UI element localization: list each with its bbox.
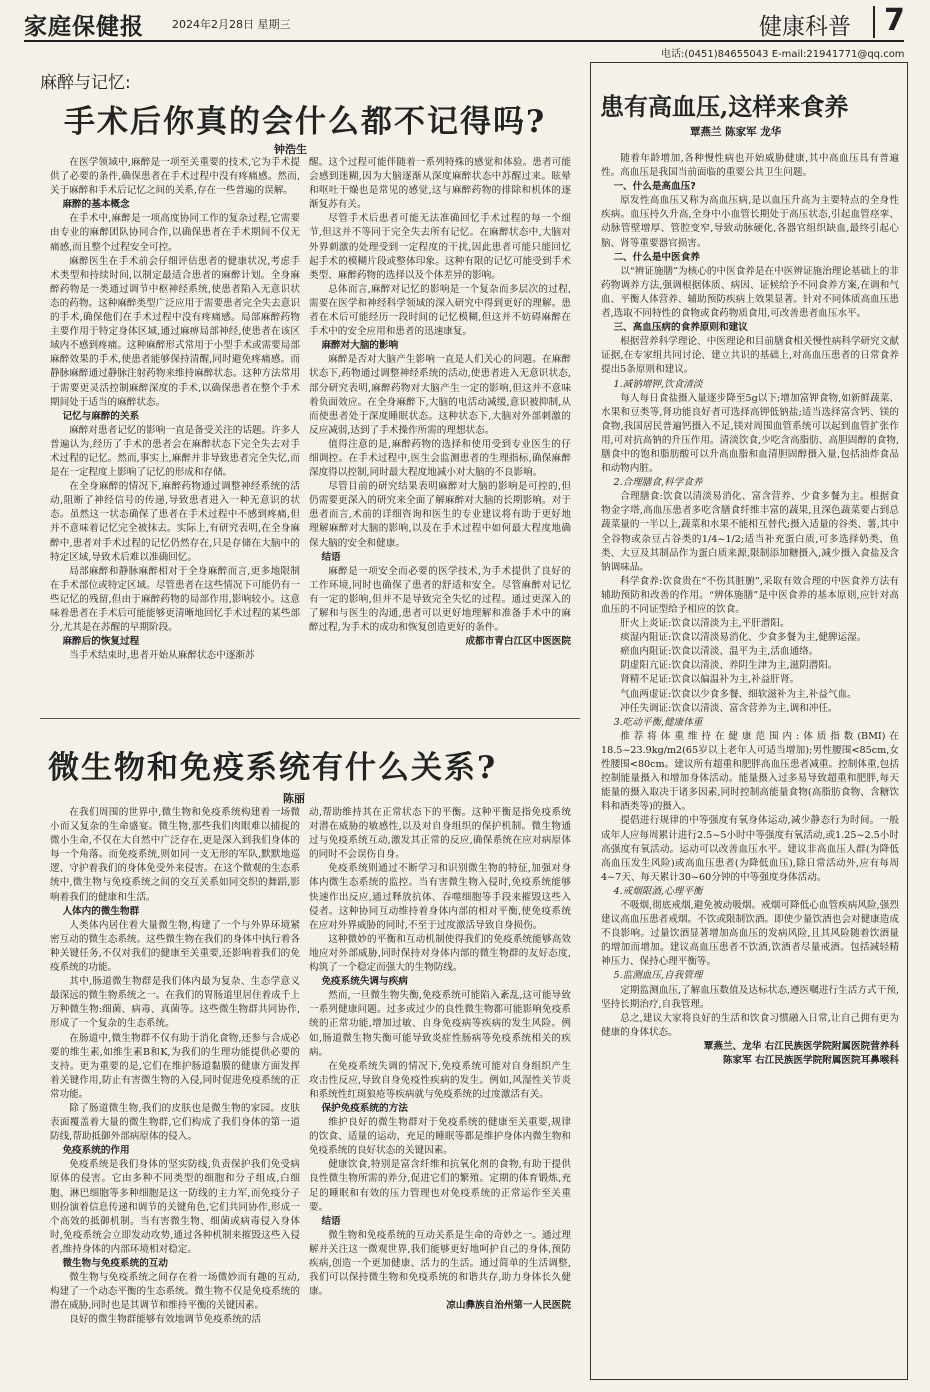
section-heading: 结语 xyxy=(321,551,341,563)
paragraph: 健康饮食,特别是富含纤维和抗氧化剂的食物,有助于提供良性微生物所需的养分,促进它们的繁殖。定期的体育锻炼,充足的睡眠和有效的压力管理也对免疫系统的正常运作至关重要。 xyxy=(309,1159,571,1213)
article3-authors: 覃燕兰 陈家军 龙华 xyxy=(690,126,782,138)
paragraph: 在免疫系统失调的情况下,免疫系统可能对自身组织产生攻击性反应,导致自身免疫性疾病的发生。例如,风湿性关节炎和系统性红斑狼疮等疾病就与免疫系统的过度激活有关。 xyxy=(309,1060,571,1100)
section-title: 健康科普 xyxy=(759,14,851,40)
article1-title: 手术后你真的会什么都不记得吗? xyxy=(64,104,547,140)
article3-title: 患有高血压,这样来食养 xyxy=(600,92,849,121)
paragraph: 其中,肠道微生物群是我们体内最为复杂、生态学意义最深远的微生物系统之一。在我们的胃肠道里居住着成千上万种微生物:细菌、病毒、真菌等。这些微生物群共同协作,形成了一个复杂的生态系统。 xyxy=(50,976,300,1030)
paragraph: 尽管手术后患者可能无法准确回忆手术过程的每一个细节,但这并不等同于完全失去所有记忆。在麻醉状态中,大脑对外界刺激的处理受到一定程度的干扰,因此患者可能只能回忆起手术的模糊片段或整体印象。这种有限的记忆可能受到手术类型、麻醉药物的选择以及个体差异的影响。 xyxy=(309,213,571,281)
paragraph: 麻醉是一项安全而必要的医学技术,为手术提供了良好的工作环境,同时也确保了患者的舒适和安全。尽管麻醉对记忆有一定的影响,但并不是导致完全失忆的过程。通过更深入的了解和与医生的沟通,患者可以更好地理解和准备手术中的麻醉过程,为手术的成功和恢复创造更好的条件。 xyxy=(309,565,571,634)
subsection-heading: 5.监测血压,自我管理 xyxy=(613,970,703,982)
section-heading: 二、什么是中医食养 xyxy=(613,251,700,263)
paragraph: 气血两虚证:饮食以少食多餐、细软滋补为主,补益气血。 xyxy=(620,688,857,700)
article2-column-left xyxy=(50,806,300,1327)
section-heading: 麻醉对大脑的影响 xyxy=(321,340,399,352)
section-heading: 一、什么是高血压? xyxy=(613,181,696,193)
section-heading: 免疫系统失调与疾病 xyxy=(321,976,408,988)
paragraph: 醒。这个过程可能伴随着一系列特殊的感觉和体验。患者可能会感到迷糊,因为大脑逐渐从深度麻醉状态中苏醒过来。眩晕和呕吐干燥也是常见的感觉,这与麻醉药物的排除和机体的逐渐复苏有关。 xyxy=(309,157,571,211)
institution-credit: 成都市青白江区中医医院 xyxy=(465,636,571,648)
paragraph: 当手术结束时,患者开始从麻醉状态中逐渐苏 xyxy=(69,650,255,662)
page-number: 7 xyxy=(884,3,905,38)
paragraph: 每人每日食盐摄入量逐步降至5g以下;增加富钾食物,如新鲜蔬菜、水果和豆类等,肾功能良好者可选择高钾低钠盐;适当选择富含钙、镁的食物,我国居民普遍钙摄入不足,镁对周围血管系统可以起到血管扩张作用,可对抗高钠的升压作用。清淡饮食,少吃含高脂肪、高胆固醇的食物,膳食中的饱和脂肪酸可以升高血脂和血清胆固醇摄入量,包括油炸食品和动物内脏。 xyxy=(601,392,899,475)
paragraph: 冲任失调证:饮食以清淡、富含营养为主,调和冲任。 xyxy=(620,702,838,714)
paragraph: 肝火上炎证:饮食以清淡为主,平肝潜阳。 xyxy=(620,618,790,630)
paragraph: 在全身麻醉的情况下,麻醉药物通过调整神经系统的活动,阻断了神经信号的传递,导致患者进入一种无意识的状态。虽然这一状态确保了患者在手术过程中不感到疼痛,但并不意味着记忆完全被抹去。实际上,有研究表明,在全身麻醉中,患者对手术过程的记忆仍然存在,只是存储在大脑中的特定区域,导致术后难以准确回忆。 xyxy=(50,481,300,563)
contact-info: 电话:(0451)84655043 E-mail:21941771@qq.com xyxy=(661,49,905,60)
paragraph: 良好的微生物群能够有效地调节免疫系统的活 xyxy=(69,1314,262,1326)
paragraph: 然而,一旦微生物失衡,免疫系统可能陷入紊乱,这可能导致一系列健康问题。过多或过少的良性微生物都可能影响免疫系统的正常功能,增加过敏、自身免疫病等疾病的发生风险。例如,肠道微生物失衡可能导致炎症性肠病等免疫系统相关的疾病。 xyxy=(309,990,571,1058)
section-heading: 记忆与麻醉的关系 xyxy=(62,410,140,422)
article2-author: 陈丽 xyxy=(283,792,305,805)
paragraph: 总体而言,麻醉对记忆的影响是一个复杂而多层次的过程,需要在医学和神经科学领域的深入研究中得到更好的理解。患者在术后可能经历一段时间的记忆模糊,但这并不妨碍麻醉在手术中的安全应用和患者的迅速康复。 xyxy=(309,283,571,338)
institution-credit: 陈家军 右江民族医学院附属医院耳鼻喉科 xyxy=(722,1055,899,1066)
paragraph: 在手术中,麻醉是一项高度协同工作的复杂过程,它需要由专业的麻醉团队协同合作,以确保患者在手术期间不仅无痛感,而且整个过程安全可控。 xyxy=(50,213,300,253)
paragraph: 肾精不足证:饮食以偏温补为主,补益肝肾。 xyxy=(620,674,800,686)
paragraph: 在我们周围的世界中,微生物和免疫系统构建着一场微小而又复杂的生命盛宴。微生物,那些我们肉眼难以捕捉的微小生命,不仅在大自然中广泛存在,更是深入到我们身体的每一个角落。而免疫系统,则如同一支无形的军队,默默地巡逻、守护着我们的身体免受外来侵害。在这个微观的生态系统中,微生物与免疫系统之间的交互关系如同交织的舞蹈,影响着我们的健康和生活。 xyxy=(50,807,300,903)
paragraph: 这种微妙的平衡和互动机制使得我们的免疫系统能够高效地应对外部威胁,同时保持对身体内部的微生物群的友好态度,构筑了一个稳定而强大的生物防线。 xyxy=(309,933,571,974)
paragraph: 不吸烟,彻底戒烟,避免被动吸烟。戒烟可降低心血管疾病风险,强烈建议高血压患者戒烟。不饮或限制饮酒。即使少量饮酒也会对健康造成不良影响。过量饮酒显著增加高血压的发病风险,且其风险随着饮酒量的增加而增加。建议高血压患者不饮酒,饮酒者尽量戒酒。包括减轻精神压力、保持心理平衡等。 xyxy=(601,899,899,968)
header-divider xyxy=(873,6,875,38)
section-heading: 人体内的微生物群 xyxy=(62,905,140,917)
article3-body xyxy=(601,152,899,1068)
paragraph: 人类体内居住着大量微生物,构建了一个与外界环境紧密互动的微生态系统。这些微生物在我们的身体中执行着各种关键任务,不仅对我们的健康至关重要,还影响着我们的免疫系统的功能。 xyxy=(50,919,300,974)
paragraph: 微生物与免疫系统之间存在着一场微妙而有趣的互动,构建了一个动态平衡的生态系统。微生物不仅是免疫系统的潜在威胁,同时也是其调节和维持平衡的关键因素。 xyxy=(50,1272,300,1312)
paragraph: 值得注意的是,麻醉药物的选择和使用受到专业医生的仔细调控。在手术过程中,医生会监测患者的生理指标,确保麻醉深度得以控制,同时最大程度地减小对大脑的不良影响。 xyxy=(309,438,571,479)
paragraph: 根据营养科学理论、中医理论和目前膳食相关慢性病科学研究文献证据,在专家组共同讨论、建立共识的基础上,对高血压患者的日常食养提出5条原则和建议。 xyxy=(601,336,899,376)
paragraph: 尽管目前的研究结果表明麻醉对大脑的影响是可控的,但仍需要更深入的研究来全面了解麻醉对大脑的长期影响。对于患者而言,术前的详细咨询和医生的专业建议将有助于更好地理解麻醉对大脑的影响,以及在手术过程中如何最大程度地确保大脑的安全和健康。 xyxy=(309,481,571,549)
institution-credit: 覃燕兰、龙华 右江民族医学院附属医院营养科 xyxy=(703,1040,899,1052)
section-heading: 免疫系统的作用 xyxy=(62,1145,130,1157)
section-heading: 微生物与免疫系统的互动 xyxy=(62,1258,168,1269)
article1-kicker: 麻醉与记忆: xyxy=(40,73,131,93)
article1-column-right xyxy=(309,156,571,649)
section-heading: 结语 xyxy=(321,1215,341,1227)
paragraph: 微生物和免疫系统的互动关系是生命的奇妙之一。通过理解并关注这一微观世界,我们能够更好地呵护自己的身体,预防疾病,创造一个更加健康、活力的生活。通过简单的生活调整,我们可以保持微生物和免疫系统的和谐共存,助力身体长久健康。 xyxy=(309,1229,571,1298)
paragraph: 在医学领域中,麻醉是一项至关重要的技术,它为手术提供了必要的条件,确保患者在手术过程中没有疼痛感。然而,关于麻醉和手术后记忆之间的关系,存在一些普遍的误解。 xyxy=(50,157,300,197)
paragraph: 免疫系统则通过不断学习和识别微生物的特征,加强对身体内微生态系统的监控。当有害微生物入侵时,免疫系统能够快速作出反应,通过释放抗体、吞噬细胞等手段来摧毁这些入侵者。这种协同互动维持着身体内部的相对平衡,使免疫系统在应对外界威胁的同时,不至于过度激活导致自身损伤。 xyxy=(309,863,571,931)
paragraph: 麻醉是否对大脑产生影响一直是人们关心的问题。在麻醉状态下,药物通过调整神经系统的活动,使患者进入无意识状态,部分研究表明,麻醉药物对大脑产生一定的影响,但这并不意味着负面效应。在全身麻醉下,大脑的电活动减缓,意识被抑制,从而使患者处于深度睡眠状态。这种状态下,大脑对外部刺激的反应减弱,达到了手术操作所需的理想状态。 xyxy=(309,354,571,436)
paragraph: 定期监测血压,了解血压数值及达标状态,遵医嘱进行生活方式干预,坚持长期治疗,自我管理。 xyxy=(601,984,899,1010)
subsection-heading: 3.吃动平衡,健康体重 xyxy=(613,716,703,728)
section-heading: 麻醉后的恢复过程 xyxy=(62,636,140,648)
paragraph: 免疫系统是我们身体的坚实防线,负责保护我们免受病原体的侵害。它由多种不同类型的细胞和分子组成,白细胞、淋巴细胞等多种细胞是这一防线的主力军,而免疫分子则扮演着信息传递和调节的关键角色,它们共同协作,形成一个高效的抵御机制。当有害微生物、细菌或病毒侵入身体时,免疫系统会立即发动攻势,通过各种机制来摧毁这些入侵者,维持身体的内部环境相对稳定。 xyxy=(50,1159,300,1255)
paragraph: 痰湿内阻证:饮食以清淡易消化、少食多餐为主,健脾运湿。 xyxy=(620,632,867,644)
page-header xyxy=(24,4,904,38)
subsection-heading: 2.合理膳食,科学食养 xyxy=(613,477,703,489)
section-heading: 保护免疫系统的方法 xyxy=(321,1102,408,1114)
article1-column-left xyxy=(50,156,300,663)
subsection-heading: 4.戒烟限酒,心理平衡 xyxy=(613,885,703,897)
issue-date: 2024年2月28日 星期三 xyxy=(172,18,291,31)
paragraph: 除了肠道微生物,我们的皮肤也是微生物的家园。皮肤表面覆盖着大量的微生物群,它们构成了我们身体的第一道防线,帮助抵御外部病原体的侵入。 xyxy=(50,1102,300,1143)
header-rule xyxy=(24,40,904,42)
paragraph: 在肠道中,微生物群不仅有助于消化食物,还参与合成必要的维生素,如维生素B和K,为我们的生理功能提供必要的支持。更为重要的是,它们在维护肠道黏膜的健康方面发挥着关键作用,防止有害微生物的入侵,同时促进免疫系统的正常功能。 xyxy=(50,1032,300,1100)
paragraph: 麻醉对患者记忆的影响一直是备受关注的话题。许多人普遍认为,经历了手术的患者会在麻醉状态下完全失去对手术过程的记忆。然而,事实上,麻醉并非导致患者完全失忆,而是在一定程度上影响了记忆的形成和存储。 xyxy=(50,424,300,479)
paragraph: 阴虚阳亢证:饮食以清淡、养阴生津为主,滋阴潜阳。 xyxy=(620,660,838,672)
section-heading: 三、高血压病的食养原则和建议 xyxy=(613,322,748,334)
paragraph: 原发性高血压又称为高血压病,是以血压升高为主要特点的全身性疾病。血压持久升高,全身中小血管长期处于高压状态,引起血管痉挛、动脉管壁增厚、管腔变窄,导致动脉硬化,各器官组织缺血,最终引起心脑、肾等重要器官损害。 xyxy=(601,195,899,249)
section-heading: 麻醉的基本概念 xyxy=(62,199,130,211)
paragraph: 麻醉医生在手术前会仔细评估患者的健康状况,考虑手术类型和持续时间,以制定最适合患者的麻醉计划。全身麻醉药物是一类通过调节中枢神经系统,使患者陷入无意识状态的药物。这种麻醉类型广泛应用于需要患者完全失去意识的手术,确保他们在手术过程中没有疼痛感。局部麻醉药物主要作用于特定身体区域,通过麻痹局部神经,使患者在该区域内不感到疼痛。这种麻醉形式常用于小型手术或需要局部麻醉效果的手术,使患者能够保持清醒,同时避免疼痛感。而静脉麻醉通过静脉注射药物来维持麻醉状态。这种方法常用于需要更灵活控制麻醉深度的手术,以确保患者在整个手术期间处于适当的麻醉状态。 xyxy=(50,255,300,408)
article2-column-right xyxy=(309,806,571,1313)
paragraph: 维护良好的微生物群对于免疫系统的健康至关重要,规律的饮食、适量的运动、充足的睡眠等都是维护身体内微生物和免疫系统的良好状态的关键因素。 xyxy=(309,1117,571,1157)
paragraph: 科学食养:饮食贵在“不伤其脏腑”,采取有效合理的中医食养方法有辅助预防和改善的作用。“辨体施膳”是中医食养的基本原则,应针对高血压的不同证型给予相应的饮食。 xyxy=(601,575,899,615)
article-separator xyxy=(40,718,580,719)
masthead: 家庭保健报 xyxy=(24,14,144,40)
subsection-heading: 1.减钠增钾,饮食清淡 xyxy=(613,378,703,390)
paragraph: 动,帮助维持其在正常状态下的平衡。这种平衡是指免疫系统对潜在威胁的敏感性,以及对自身组织的保护机制。微生物通过与免疫系统互动,激发其正常的反应,确保系统在应对病原体的同时不会误伤自身。 xyxy=(309,807,571,861)
paragraph: 瘀血内阻证:饮食以清淡、温平为主,活血通络。 xyxy=(620,646,819,658)
institution-credit: 凉山彝族自治州第一人民医院 xyxy=(446,1300,571,1312)
paragraph: 局部麻醉和静脉麻醉相对于全身麻醉而言,更多地限制在手术部位或特定区域。尽管患者在这些情况下可能仍有一些记忆的残留,但由于麻醉药物的局部作用,影响较小。这意味着患者在手术后可能能够更清晰地回忆手术过程的某些部分,尤其是在苏醒的早期阶段。 xyxy=(50,565,300,634)
paragraph: 总之,建议大家将良好的生活和饮食习惯融入日常,让自己拥有更为健康的身体状态。 xyxy=(601,1012,899,1038)
paragraph: 以“辨证施膳”为核心的中医食养是在中医辨证施治理论基础上的非药物调养方法,强调根据体质、病因、证候给予不同食养方案,在调和气血、平衡人体营养、辅助预防疾病上效果显著。针对不同体质高血压患者,选取不同特性的食物或食药物质食用,可改善患者血压水平。 xyxy=(601,265,899,320)
article2-title: 微生物和免疫系统有什么关系? xyxy=(48,750,498,786)
paragraph: 推荐将体重维持在健康范围内:体质指数(BMI)在18.5~23.9kg/m2(65岁以上老年人可适当增加);男性腰围<85cm,女性腰围<80cm。建议所有超重和肥胖高血压患者减重。控制体重,包括控制能量摄入和增加身体活动。能量摄入过多易导致超重和肥胖,每天能量的摄入取决于诸多因素,同时控制高能量食物(高脂肪食物、含糖饮料和酒类等)的摄入。 xyxy=(601,730,899,813)
paragraph: 合理膳食:饮食以清淡易消化、富含营养、少食多餐为主。根据食物金字塔,高血压患者多吃含膳食纤维丰富的蔬果,且深色蔬菜要占到总蔬菜量的一半以上,蔬菜和水果不能相互替代;摄入适量的谷类、薯,其中全谷物或杂豆占谷类的1/4~1/2;适当补充蛋白质,可多选择奶类、鱼类、大豆及其制品作为蛋白质来源,限制添加糖摄入,减少摄入食盐及含钠调味品。 xyxy=(601,491,899,573)
paragraph: 随着年龄增加,各种慢性病也开始威胁健康,其中高血压具有普遍性。高血压是我国当前面临的重要公共卫生问题。 xyxy=(601,153,899,179)
article1-author: 钟浩生 xyxy=(274,143,307,156)
paragraph: 提倡进行规律的中等强度有氧身体运动,减少静态行为时间。一般成年人应每周累计进行2.5~5小时中等强度有氧活动,或1.25~2.5小时高强度有氧活动。运动可以改善血压水平。建议非高血压人群(为降低高血压发生风险)或高血压患者(为降低血压),除日常活动外,应有每周4~7天、每天累计30~60分钟的中等强度身体活动。 xyxy=(601,815,899,883)
